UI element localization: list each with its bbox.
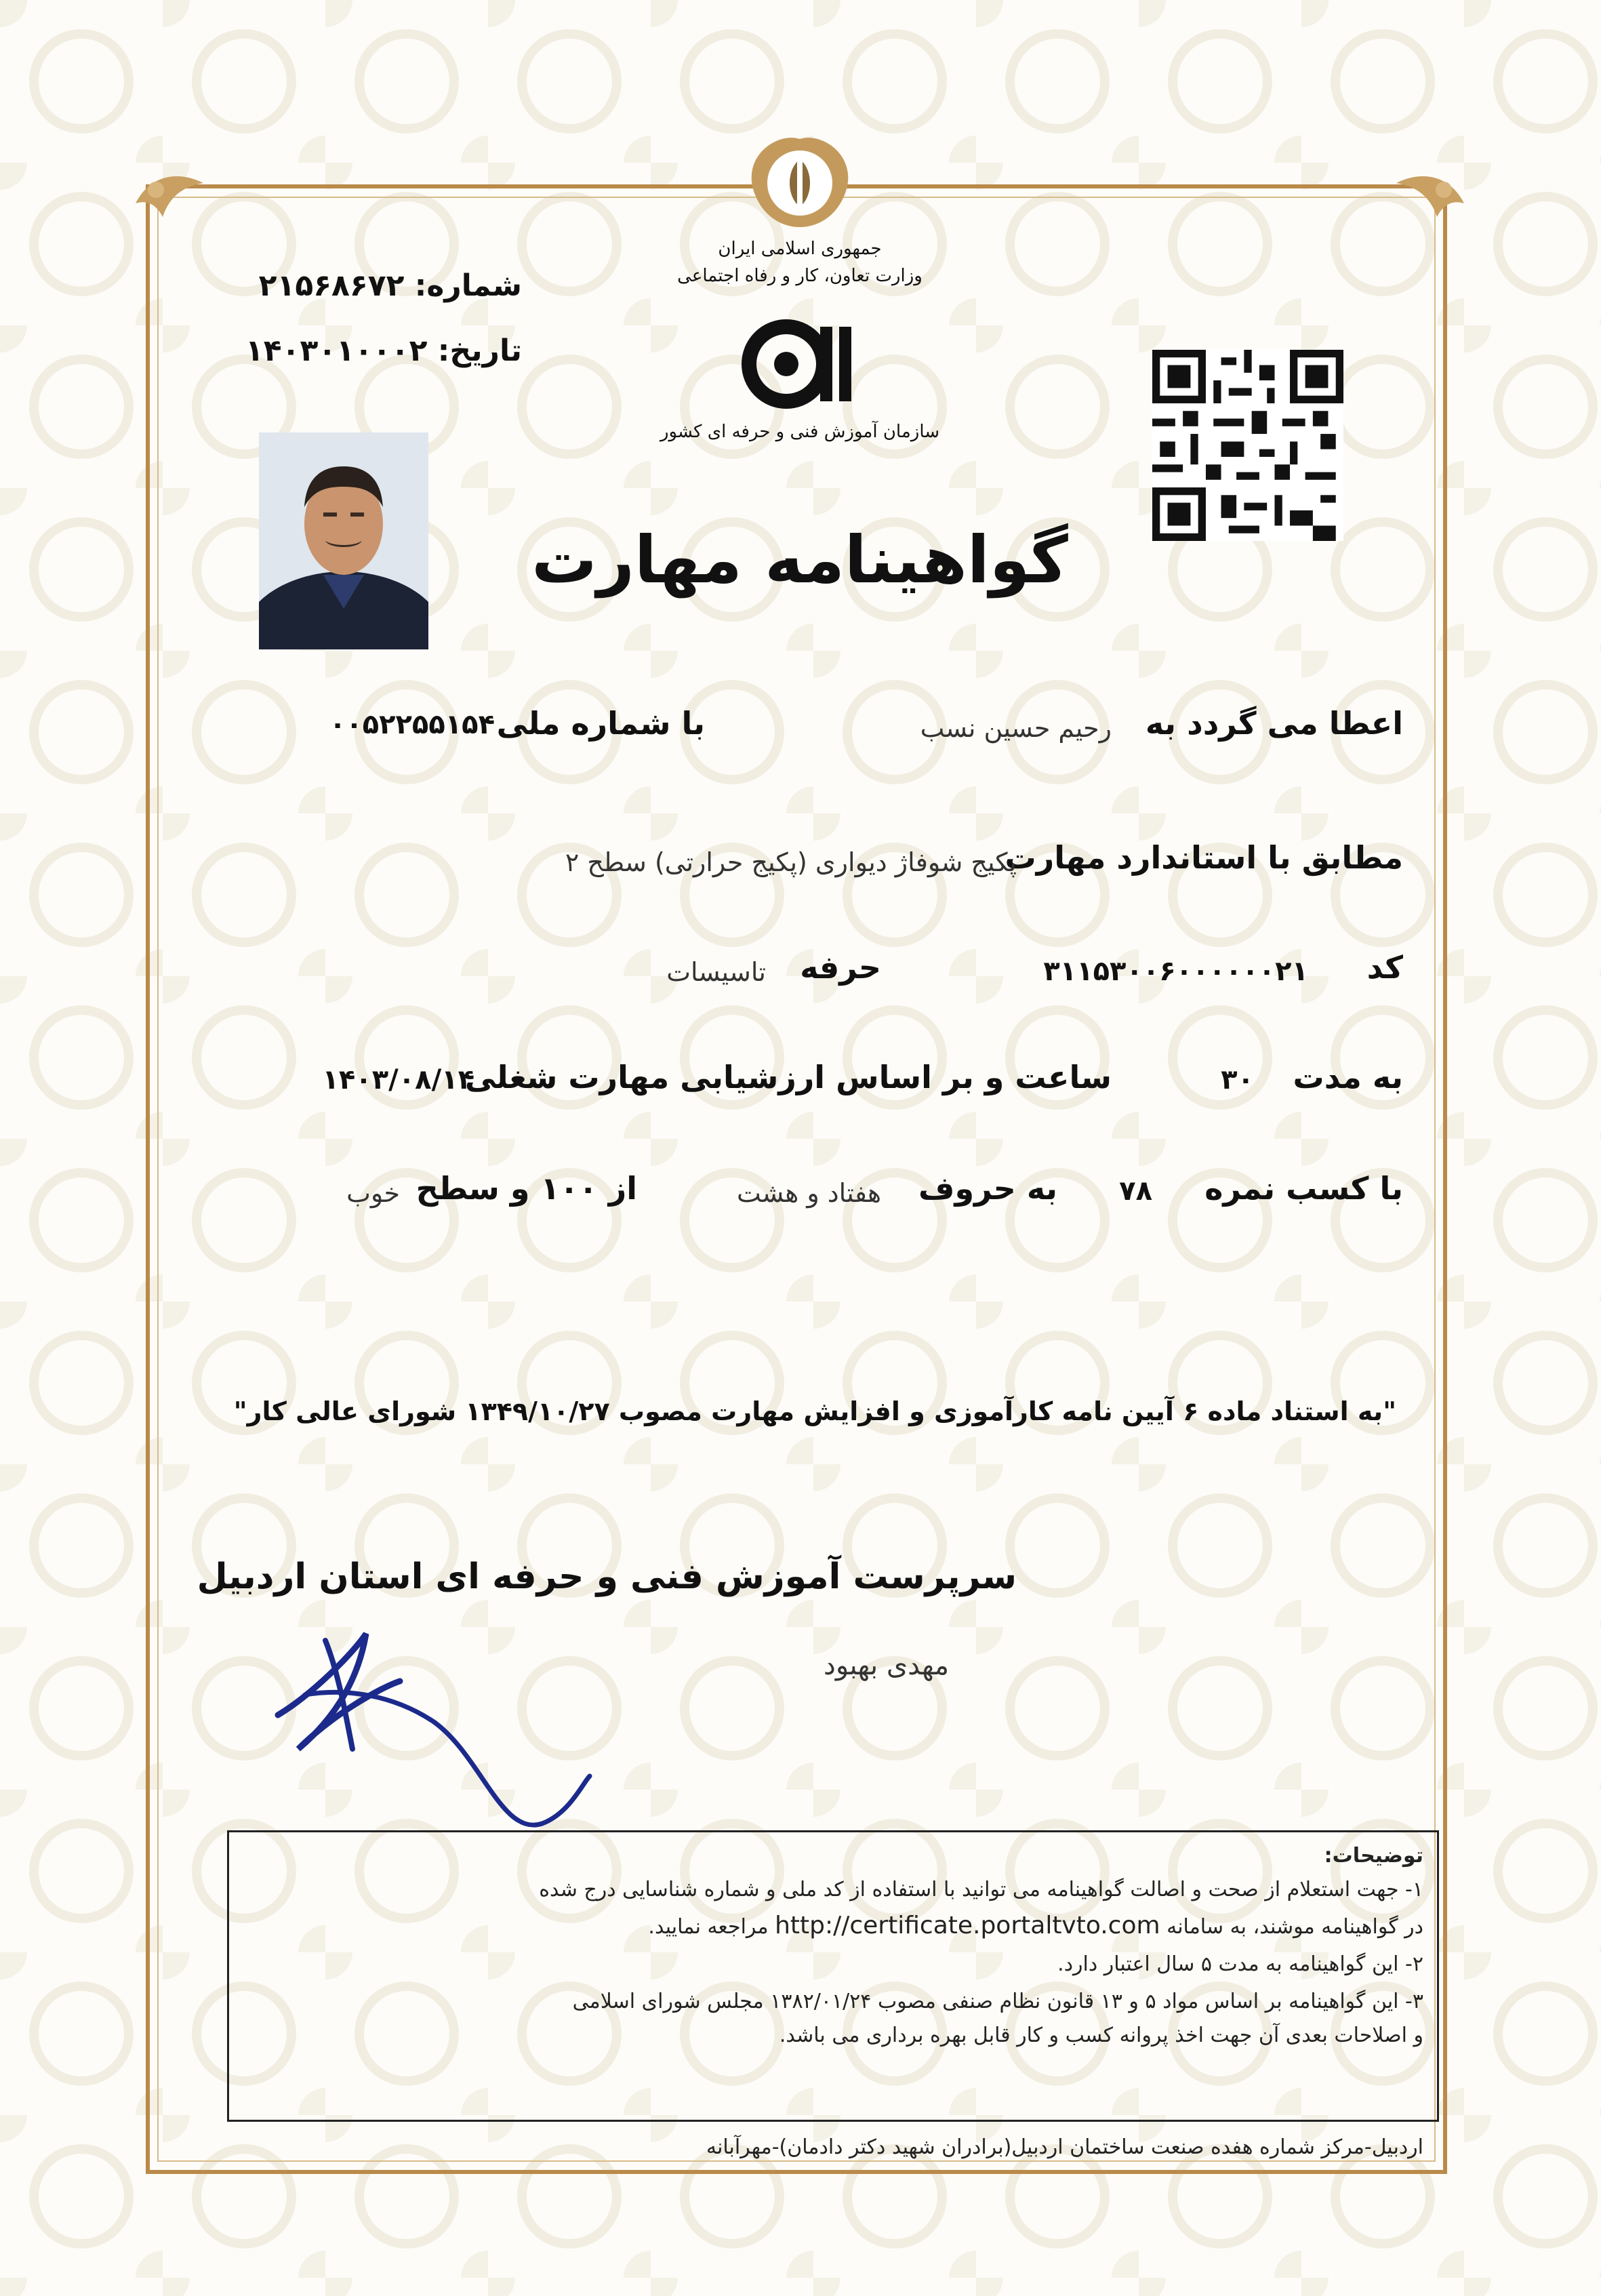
note-line-1: ۱- جهت استعلام از صحت و اصالت گواهینامه می توانید با استفاده از کد ملی و شماره شناسایی درج شده xyxy=(539,1878,1423,1901)
certificate-title: گواهینامه مهارت xyxy=(531,522,1068,598)
national-id-label: با شماره ملی xyxy=(496,705,705,742)
trade-value: تاسیسات xyxy=(666,957,766,987)
emblem-line-1: جمهوری اسلامی ایران xyxy=(718,239,882,259)
tvto-logo-icon xyxy=(739,313,861,415)
certificate-date xyxy=(230,334,522,368)
notes-heading: توضیحات: xyxy=(1324,1844,1423,1868)
number-label: شماره: xyxy=(414,268,522,303)
letters-label: به حروف xyxy=(918,1170,1057,1207)
corner-ornament-right-icon xyxy=(1383,163,1471,237)
trade-label: حرفه xyxy=(800,949,881,986)
note-line-3: ۲- این گواهینامه به مدت ۵ سال اعتبار دارد. xyxy=(1057,1952,1423,1976)
standard-label: مطابق با استاندارد مهارت xyxy=(1005,839,1403,876)
certificate-portal-link[interactable]: http://certificate.portaltvto.com xyxy=(775,1912,1160,1939)
hours-label: ساعت و بر اساس ارزشیابی مهارت شغلی xyxy=(464,1059,1112,1095)
number-value: ۲۱۵۶۸۶۷۲ xyxy=(258,268,405,303)
notes-box xyxy=(227,1830,1439,2122)
duration-label: به مدت xyxy=(1293,1059,1403,1095)
exam-date: ۱۴۰۳/۰۸/۱۴ xyxy=(322,1064,474,1095)
certificate-number xyxy=(258,268,522,303)
date-value: ۱۴۰۳۰۱۰۰۰۲ xyxy=(245,334,428,368)
holder-photo xyxy=(259,432,428,649)
code-label: کد xyxy=(1366,949,1403,986)
note-line-2 xyxy=(237,1912,1423,1939)
note-line-5: و اصلاحات بعدی آن جهت اخذ پروانه کسب و کار قابل بهره برداری می باشد. xyxy=(779,2023,1423,2047)
code-value: ۳۱۱۵۳۰۰۶۰۰۰۰۰۰۲۱ xyxy=(1043,956,1308,987)
org-name: سازمان آموزش فنی و حرفه ای کشور xyxy=(660,422,940,442)
out-of-label: از ۱۰۰ و سطح xyxy=(416,1170,637,1207)
note-line-4: ۳- این گواهینامه بر اساس مواد ۵ و ۱۳ قانون نظام صنفی مصوب ۱۳۸۲/۰۱/۲۴ مجلس شورای اسلامی xyxy=(572,1990,1423,2013)
signature-icon xyxy=(258,1613,610,1844)
letters-value: هفتاد و هشت xyxy=(737,1178,881,1208)
duration-value: ۳۰ xyxy=(1221,1064,1254,1095)
legal-note: "به استناد ماده ۶ آیین نامه کارآموزی و افزایش مهارت مصوب ۱۳۴۹/۱۰/۲۷ شورای عالی کار" xyxy=(233,1396,1396,1426)
signatory-title: سرپرست آموزش فنی و حرفه ای استان اردبیل xyxy=(197,1556,1017,1597)
signatory-name: مهدی بهبود xyxy=(824,1650,949,1681)
issued-to-label: اعطا می گردد به xyxy=(1145,705,1403,742)
iran-emblem-icon xyxy=(739,125,861,234)
issued-to-value: رحیم حسین نسب xyxy=(920,713,1112,743)
score-label: با کسب نمره xyxy=(1204,1170,1403,1207)
score-value: ۷۸ xyxy=(1119,1175,1152,1207)
standard-value: پکیج شوفاژ دیواری (پکیج حرارتی) سطح ۲ xyxy=(565,847,1017,877)
national-id-value: ۰۰۵۲۲۵۵۱۵۴ xyxy=(329,709,495,740)
corner-ornament-left-icon xyxy=(129,163,217,237)
note-line-2-pre: در گواهینامه موشند، به سامانه xyxy=(1167,1915,1423,1939)
level-value: خوب xyxy=(346,1178,400,1208)
qr-code-icon xyxy=(1152,350,1343,541)
date-label: تاریخ: xyxy=(437,334,522,368)
note-line-2-post: مراجعه نمایید. xyxy=(648,1915,769,1939)
emblem-line-2: وزارت تعاون، کار و رفاه اجتماعی xyxy=(677,266,923,286)
footer-address: اردبیل-مرکز شماره هفده صنعت ساختمان اردبیل(برادران شهید دکتر دادمان)-مهرآبانه xyxy=(706,2135,1423,2159)
